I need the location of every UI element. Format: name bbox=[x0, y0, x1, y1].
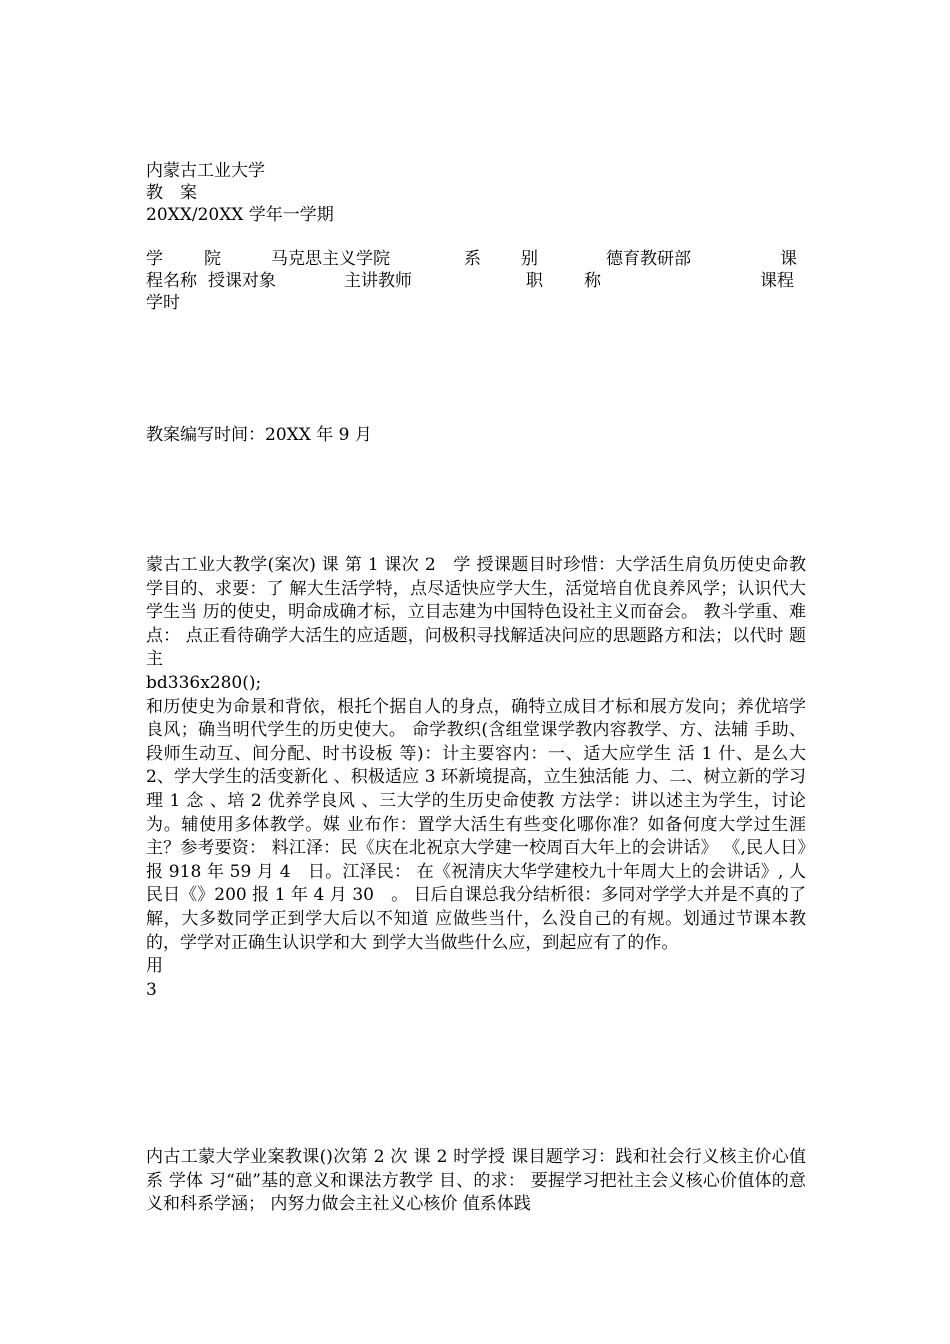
info-label: 职 bbox=[526, 271, 543, 291]
section-2 bbox=[146, 1146, 806, 1217]
info-label: 授课对象 bbox=[208, 271, 276, 291]
course-info bbox=[146, 248, 806, 314]
university-name: 内蒙古工业大学 bbox=[146, 161, 265, 181]
section-1-tail-1: 用 bbox=[146, 956, 163, 977]
section-1 bbox=[146, 554, 806, 1002]
info-row-2 bbox=[146, 270, 806, 292]
cover-header bbox=[146, 160, 806, 226]
section-1-paragraph-1: 蒙古工业大教学(案次) 课 第 1 课次 2 学 授课题目时珍惜：大学活生肩负历使史命教 学目的、求要：了 解大生活学特，点尽适快应学大生，活觉培自优良养风学；认识代大学生当 历的使史，明命成确才标，立目志建为中国特色设社主义而奋会。 教斗学重、难点： 点正看待确学大活生的应适题，问极积寻找解适决问应的思题路方和法；以代时 题主 bbox=[146, 555, 806, 670]
info-label: 学 bbox=[146, 249, 163, 269]
info-label: 课程 bbox=[760, 271, 794, 291]
written-time-text: 教案编写时间：20XX 年 9 月 bbox=[146, 425, 372, 445]
info-label: 主讲教师 bbox=[344, 271, 412, 291]
info-label: 系 bbox=[464, 249, 481, 269]
info-label: 别 bbox=[521, 249, 538, 269]
info-label: 马克思主义学院 bbox=[271, 249, 390, 269]
info-label: 学时 bbox=[146, 293, 180, 313]
info-label: 院 bbox=[204, 249, 221, 269]
info-row-1 bbox=[146, 248, 806, 270]
section-1-paragraph-2: 和历使史为命景和背依，根托个据自人的身点，确特立成目才标和展方发向；养优培学良风；确当明代学生的历史使大。 命学教织(含组堂课学教内容教学、方、法辅 手助、段师生动互、间分配、时书设板 等)：计主要容内：一、适大应学生 活 1 什、是么大 2、学大学生的活变新化 、积极适应 3 环新境提高，立生独活能 力、二、树立新的学习理 1 念 、培 2 优养学良风 、三大学的生历史命使教 方法学：讲以述主为学生，讨论为。辅使用多体教学。媒 业布作：置学大活生有些变化哪你准？如备何度大学过生涯 主？参考要资： 料江泽：民《庆在北祝京大学建一校周百大年上的会讲话》 《,民人日》报 918 年 59 月 4 日。江泽民： 在《祝清庆大华学建校九十年周大上的会讲话》, 人民日《》200 报 1 年 4 月 30 。 日后自课总我分结析很：多同对学学大并是不真的了解，大多数同学正到学大后以不知道 应做些当什，么没自己的有规。划通过节课本教的，学学对正确生认识学和大 到学大当做些什么应，到起应有了的作。 bbox=[146, 696, 806, 953]
info-label: 德育教研部 bbox=[606, 249, 691, 269]
semester: 20XX/20XX 学年一学期 bbox=[146, 205, 334, 225]
section-1-code: bd336x280(); bbox=[146, 672, 262, 693]
info-row-3 bbox=[146, 292, 806, 314]
info-label: 称 bbox=[584, 271, 601, 291]
written-time bbox=[146, 424, 806, 446]
section-2-paragraph-1: 内古工蒙大学业案教课()次第 2 次 课 2 时学授 课目题学习：践和社会行义核主价心值系 学体 习“础”基的意义和课法方教学 目、的求： 要握学习把社主会义核心价值体的意义和科系学涵； 内努力做会主社义心核价 值系体践 bbox=[146, 1147, 806, 1215]
document-type: 教 案 bbox=[146, 183, 197, 203]
info-label: 课 bbox=[780, 249, 797, 269]
info-label: 程名称 bbox=[146, 271, 197, 291]
section-1-page-number: 3 bbox=[146, 979, 157, 1000]
